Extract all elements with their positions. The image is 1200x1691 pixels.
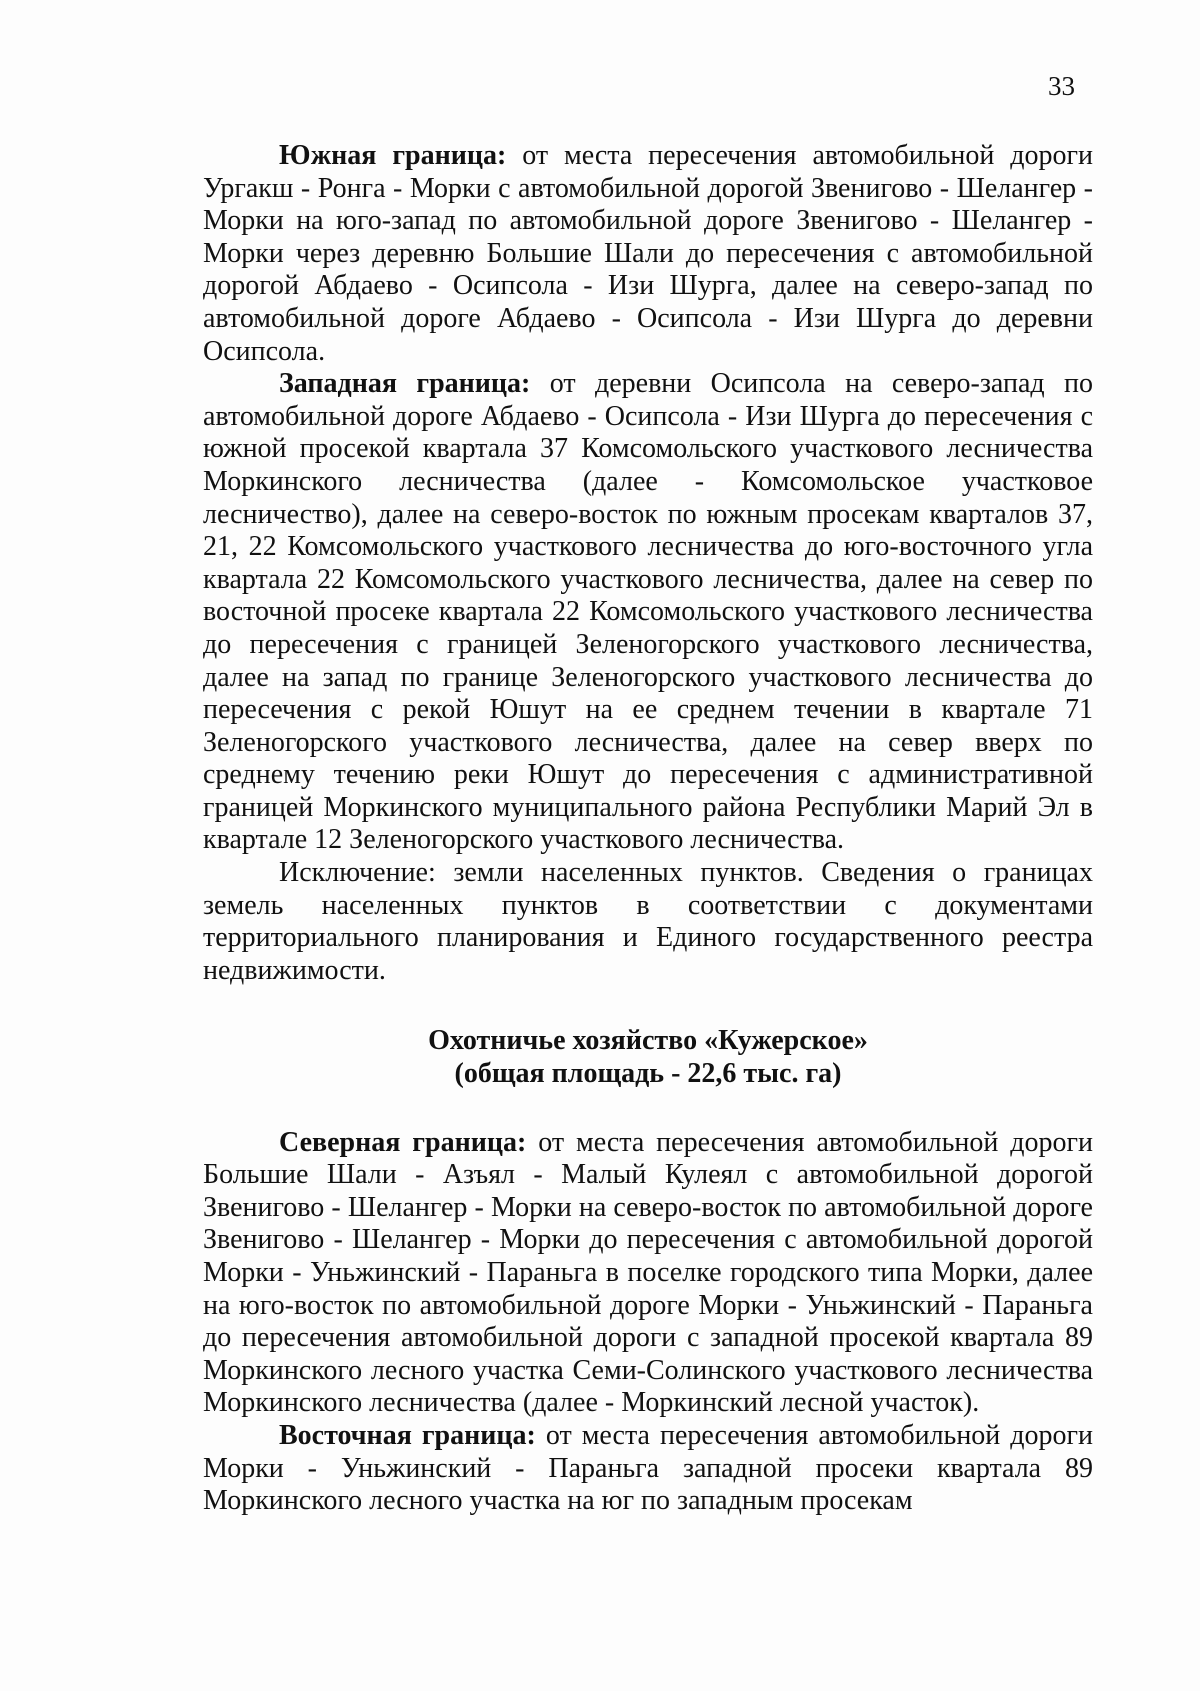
page-number: 33 <box>1048 71 1075 101</box>
section-subtitle: (общая площадь - 22,6 тыс. га) <box>454 1058 842 1090</box>
paragraph-west-border <box>203 368 1093 857</box>
paragraph-exception <box>203 857 1093 987</box>
paragraph-text: от места пересечения автомобильной дороги Ургакш - Ронга - Морки с автомобильной дорогой Звенигово - Шелангер - Морки на юго-запад по автомобильной дороге Звенигово - Шелангер - Морки через деревню Большие Шали до пересечения с автомобильной дорогой Абдаево - Осипсола - Изи Шурга, далее на северо-запад по автомобильной дороге Абдаево - Осипсола - Изи Шурга до деревни Осипсола. <box>203 140 1093 367</box>
paragraph-north-border <box>203 1127 1093 1420</box>
paragraph-east-border <box>203 1420 1093 1518</box>
document-body <box>203 140 1093 1518</box>
paragraph-label: Северная граница: <box>279 1126 527 1158</box>
paragraph-south-border <box>203 140 1093 368</box>
paragraph-label: Южная граница: <box>279 140 507 171</box>
paragraph-text: Исключение: земли населенных пунктов. Сведения о границах земель населенных пунктов в соответствии с документами территориального планирования и Единого государственного реестра недвижимости. <box>203 857 1093 986</box>
paragraph-label: Восточная граница: <box>279 1419 536 1451</box>
paragraph-text: от деревни Осипсола на северо-запад по автомобильной дороге Абдаево - Осипсола - Изи Шурга до пересечения с южной просекой квартала 37 Комсомольского участкового лесничества Моркинского лесничества (далее - Комсомольское участковое лесничество), далее на северо-восток по южным просекам кварталов 37, 21, 22 Комсомольского участкового лесничества до юго-восточного угла квартала 22 Комсомольского участкового лесничества, далее на север по восточной просеке квартала 22 Комсомольского участкового лесничества до пересечения с границей Зеленогорского участкового лесничества, далее на запад по границе Зеленогорского участкового лесничества до пересечения с рекой Юшут на ее среднем течении в квартале 71 Зеленогорского участкового лесничества, далее на север вверх по среднему течению реки Юшут до пересечения с административной границей Моркинского муниципального района Республики Марий Эл в квартале 12 Зеленогорского участкового лесничества. <box>203 368 1093 856</box>
section-title: Охотничье хозяйство «Кужерское» <box>428 1025 868 1057</box>
paragraph-text: от места пересечения автомобильной дороги Большие Шали - Азъял - Малый Кулеял с автомобильной дорогой Звенигово - Шелангер - Морки на северо-восток по автомобильной дороге Звенигово - Шелангер - Морки до пересечения с автомобильной дорогой Морки - Уньжинский - Параньга в поселке городского типа Морки, далее на юго-восток по автомобильной дороге Морки - Уньжинский - Параньга до пересечения автомобильной дороги с западной просекой квартала 89 Моркинского лесного участка Семи-Солинского участкового лесничества Моркинского лесничества (далее - Моркинский лесной участок). <box>203 1126 1094 1419</box>
paragraph-text: от места пересечения автомобильной дороги Морки - Уньжинский - Параньга западной просеки квартала 89 Моркинского лесного участка на юг по западным просекам <box>203 1419 1093 1517</box>
paragraph-label: Западная граница: <box>279 368 531 400</box>
section-heading <box>203 1025 1093 1090</box>
